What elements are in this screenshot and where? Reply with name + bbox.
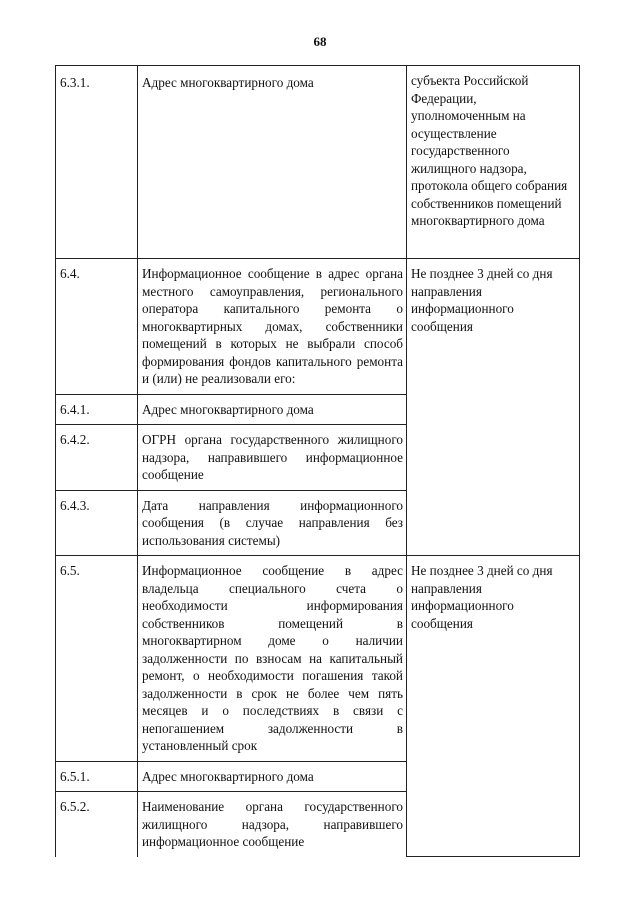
row-number: 6.4. (56, 259, 138, 395)
table-row (56, 556, 580, 762)
row-term: Не позднее 3 дней со дня направления информационного сообщения (407, 259, 580, 556)
row-number: 6.5.1. (56, 761, 138, 792)
row-description: ОГРН органа государственного жилищного надзора, направившего информационное сообщение (138, 425, 407, 491)
requirements-table (55, 65, 580, 857)
row-description: Наименование органа государственного жилищного надзора, направившего информационное сообщение (138, 792, 407, 857)
row-description: Адрес многоквартирного дома (138, 761, 407, 792)
row-number: 6.4.3. (56, 490, 138, 556)
row-number: 6.3.1. (56, 66, 138, 259)
row-number: 6.4.1. (56, 394, 138, 425)
table-row (56, 66, 580, 259)
table-row (56, 259, 580, 395)
row-description: Информационное сообщение в адрес владельца специального счета о необходимости информирования собственников помещений в многоквартирном доме о наличии задолженности по взносам на капитальный ремонт, о необходимости погашения такой задолженности в срок не более чем пять месяцев и о последствиях в связи с непогашением задолженности в установленный срок (138, 556, 407, 762)
row-description: Адрес многоквартирного дома (138, 394, 407, 425)
row-term: Не позднее 3 дней со дня направления информационного сообщения (407, 556, 580, 857)
row-number: 6.5. (56, 556, 138, 762)
row-description: Дата направления информационного сообщения (в случае направления без использования системы) (138, 490, 407, 556)
row-term: субъекта Российской Федерации, уполномоченным на осуществление государственного жилищного надзора, протокола общего собрания собственников помещений многоквартирного дома (407, 66, 580, 259)
row-number: 6.5.2. (56, 792, 138, 857)
row-description: Информационное сообщение в адрес органа местного самоуправления, регионального оператора капитального ремонта о многоквартирных домах, собственники помещений в которых не выбрали способ формирования фондов капитального ремонта и (или) не реализовали его: (138, 259, 407, 395)
row-number: 6.4.2. (56, 425, 138, 491)
page-number: 68 (313, 34, 327, 49)
row-description: Адрес многоквартирного дома (138, 66, 407, 259)
